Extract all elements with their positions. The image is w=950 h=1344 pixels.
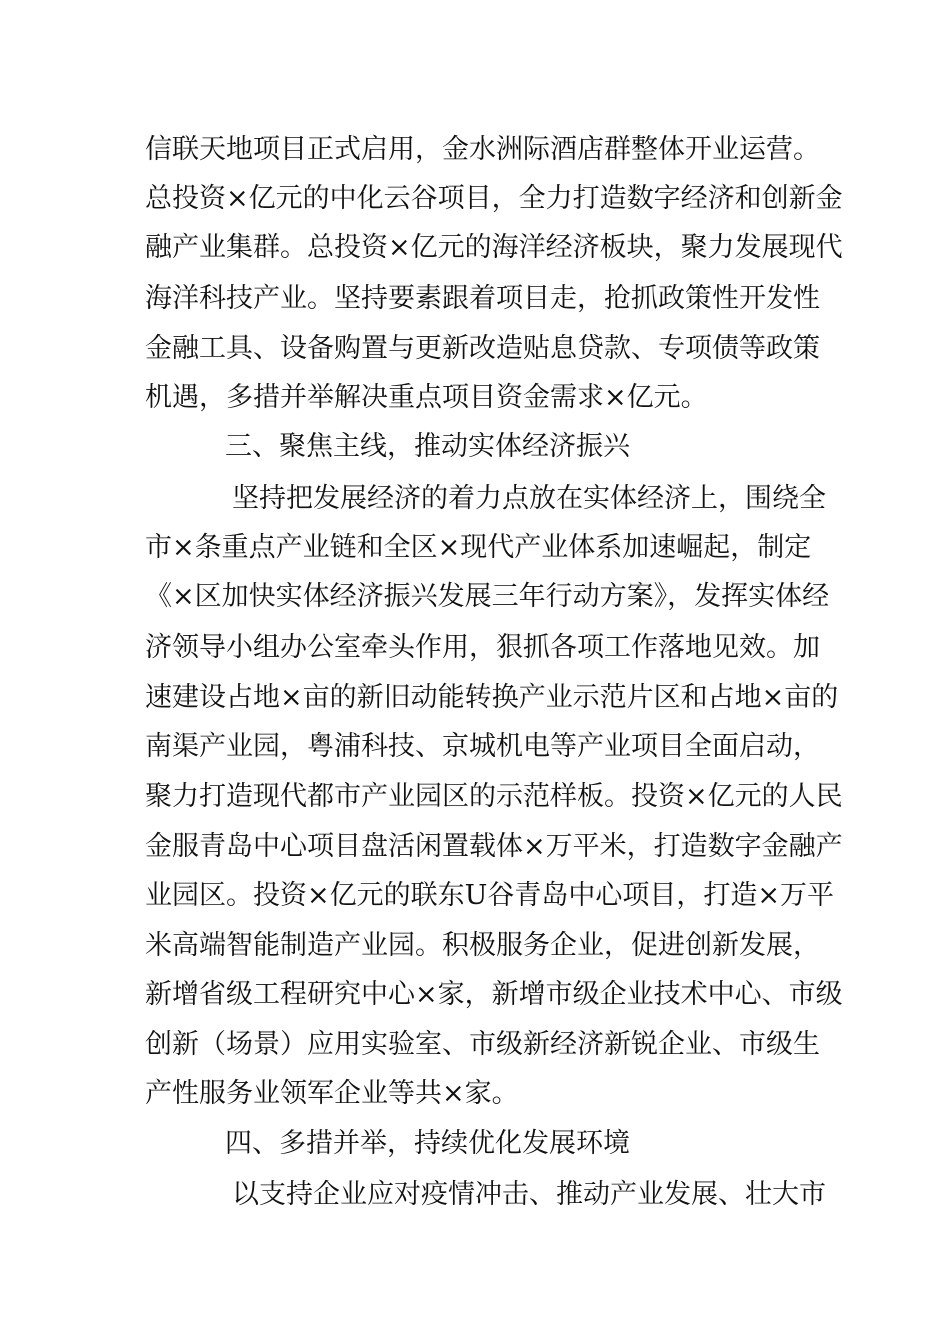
paragraph-line: 信联天地项目正式启用，金水洲际酒店群整体开业运营。 bbox=[145, 134, 820, 165]
paragraph-line: 济领导小组办公室牵头作用，狠抓各项工作落地见效。加 bbox=[145, 632, 820, 663]
paragraph-line: 《×区加快实体经济振兴发展三年行动方案》，发挥实体经 bbox=[145, 581, 830, 612]
paragraph-line: 速建设占地×亩的新旧动能转换产业示范片区和占地×亩的 bbox=[145, 682, 839, 713]
paragraph-line: 南渠产业园，粤浦科技、京城机电等产业项目全面启动， bbox=[145, 731, 820, 762]
paragraph-line: 坚持把发展经济的着力点放在实体经济上，围绕全 bbox=[232, 483, 826, 514]
paragraph-line: 金融工具、设备购置与更新改造贴息贷款、专项债等政策 bbox=[145, 333, 820, 364]
section-heading: 四、多措并举，持续优化发展环境 bbox=[225, 1128, 630, 1159]
paragraph-line: 业园区。投资×亿元的联东U谷青岛中心项目，打造×万平 bbox=[145, 880, 834, 911]
paragraph-line: 创新（场景）应用实验室、市级新经济新锐企业、市级生 bbox=[145, 1029, 820, 1060]
paragraph-line: 产性服务业领军企业等共×家。 bbox=[145, 1078, 519, 1109]
paragraph-line: 市×条重点产业链和全区×现代产业体系加速崛起，制定 bbox=[145, 532, 812, 563]
paragraph-line: 融产业集群。总投资×亿元的海洋经济板块，聚力发展现代 bbox=[145, 232, 843, 263]
paragraph-line: 米高端智能制造产业园。积极服务企业，促进创新发展， bbox=[145, 930, 820, 961]
paragraph-line: 聚力打造现代都市产业园区的示范样板。投资×亿元的人民 bbox=[145, 781, 843, 812]
paragraph-line: 新增省级工程研究中心×家，新增市级企业技术中心、市级 bbox=[145, 979, 843, 1010]
paragraph-line: 机遇，多措并举解决重点项目资金需求×亿元。 bbox=[145, 382, 708, 413]
section-heading: 三、聚焦主线，推动实体经济振兴 bbox=[225, 431, 630, 462]
paragraph-line: 以支持企业应对疫情冲击、推动产业发展、壮大市 bbox=[232, 1179, 826, 1210]
paragraph-line: 总投资×亿元的中化云谷项目，全力打造数字经济和创新金 bbox=[145, 183, 843, 214]
paragraph-line: 海洋科技产业。坚持要素跟着项目走，抢抓政策性开发性 bbox=[145, 283, 820, 314]
paragraph-line: 金服青岛中心项目盘活闲置载体×万平米，打造数字金融产 bbox=[145, 831, 843, 862]
